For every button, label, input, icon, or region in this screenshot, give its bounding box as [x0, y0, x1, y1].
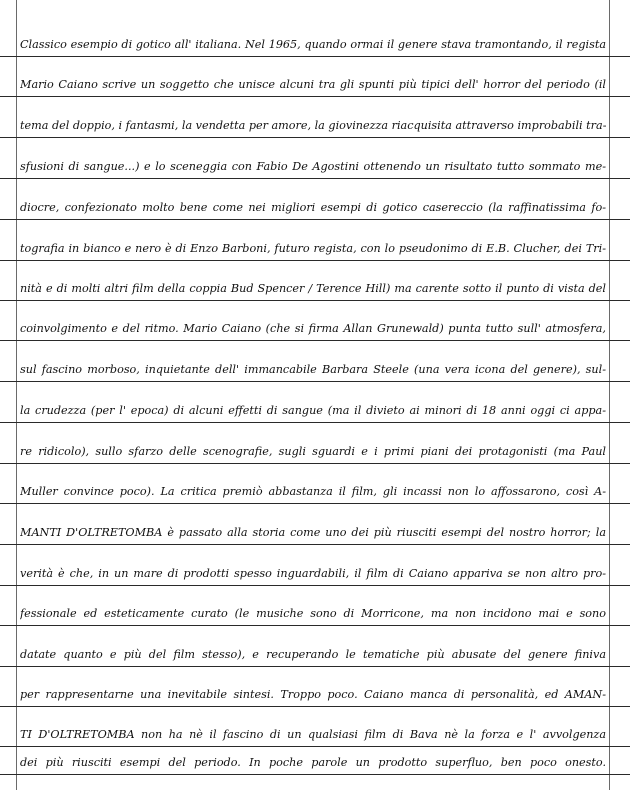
ruled-line: [0, 774, 630, 775]
text-line: nità e di molti altri film della coppia Bud Spencer / Terence Hill) ma carente sotto il punto di vista del: [20, 282, 606, 295]
text-line: verità è che, in un mare di prodotti spesso inguardabili, il film di Caiano appariva se non altro pro-: [20, 567, 606, 580]
text-line: sfusioni di sangue...) e lo sceneggia con Fabio De Agostini ottenendo un risultato tutto sommato me-: [20, 160, 606, 173]
ruled-line: [0, 340, 630, 341]
ruled-line: [0, 96, 630, 97]
text-line: re ridicolo), sullo sfarzo delle scenografie, sugli sguardi e i primi piani dei protagonisti (ma Paul: [20, 445, 606, 458]
ruled-line: [0, 422, 630, 423]
ruled-line: [0, 746, 630, 747]
text-line: diocre, confezionato molto bene come nei migliori esempi di gotico casereccio (la raffinatissima fo-: [20, 201, 606, 214]
text-line: Mario Caiano scrive un soggetto che unisce alcuni tra gli spunti più tipici dell' horror del periodo (il: [20, 78, 606, 91]
right-margin-line: [609, 0, 610, 790]
text-line: fessionale ed esteticamente curato (le musiche sono di Morricone, ma non incidono mai e sono: [20, 607, 606, 620]
text-line: datate quanto e più del film stesso), e recuperando le tematiche più abusate del genere finiva: [20, 648, 606, 661]
ruled-line: [0, 381, 630, 382]
text-line: dei più riusciti esempi del periodo. In poche parole un prodotto superfluo, ben poco onesto.: [20, 756, 606, 769]
text-line: sul fascino morboso, inquietante dell' immancabile Barbara Steele (una vera icona del genere), sul-: [20, 363, 606, 376]
text-line: Muller convince poco). La critica premiò abbastanza il film, gli incassi non lo affossarono, così A-: [20, 485, 606, 498]
text-line: tema del doppio, i fantasmi, la vendetta per amore, la giovinezza riacquisita attraverso improbabili tra-: [20, 119, 606, 132]
left-margin-line: [16, 0, 17, 790]
ruled-line: [0, 503, 630, 504]
text-line: per rappresentarne una inevitabile sintesi. Troppo poco. Caiano manca di personalità, ed AMAN-: [20, 688, 606, 701]
ruled-line: [0, 666, 630, 667]
ruled-line: [0, 544, 630, 545]
text-line: tografia in bianco e nero è di Enzo Barboni, futuro regista, con lo pseudonimo di E.B. Clucher, dei Tri-: [20, 242, 606, 255]
text-line: la crudezza (per l' epoca) di alcuni effetti di sangue (ma il divieto ai minori di 18 anni oggi ci appa-: [20, 404, 606, 417]
ruled-line: [0, 219, 630, 220]
text-line: coinvolgimento e del ritmo. Mario Caiano (che si firma Allan Grunewald) punta tutto sull' atmosfera,: [20, 322, 606, 335]
ruled-line: [0, 260, 630, 261]
ruled-line: [0, 706, 630, 707]
ruled-line: [0, 56, 630, 57]
ruled-line: [0, 625, 630, 626]
ruled-line: [0, 300, 630, 301]
text-line: MANTI D'OLTRETOMBA è passato alla storia come uno dei più riusciti esempi del nostro horror; la: [20, 526, 606, 539]
ruled-line: [0, 137, 630, 138]
ruled-line: [0, 178, 630, 179]
ruled-line: [0, 463, 630, 464]
text-line: TI D'OLTRETOMBA non ha nè il fascino di un qualsiasi film di Bava nè la forza e l' avvolgenza: [20, 728, 606, 741]
text-line: Classico esempio di gotico all' italiana. Nel 1965, quando ormai il genere stava tramontando, il regista: [20, 38, 606, 51]
ruled-line: [0, 585, 630, 586]
